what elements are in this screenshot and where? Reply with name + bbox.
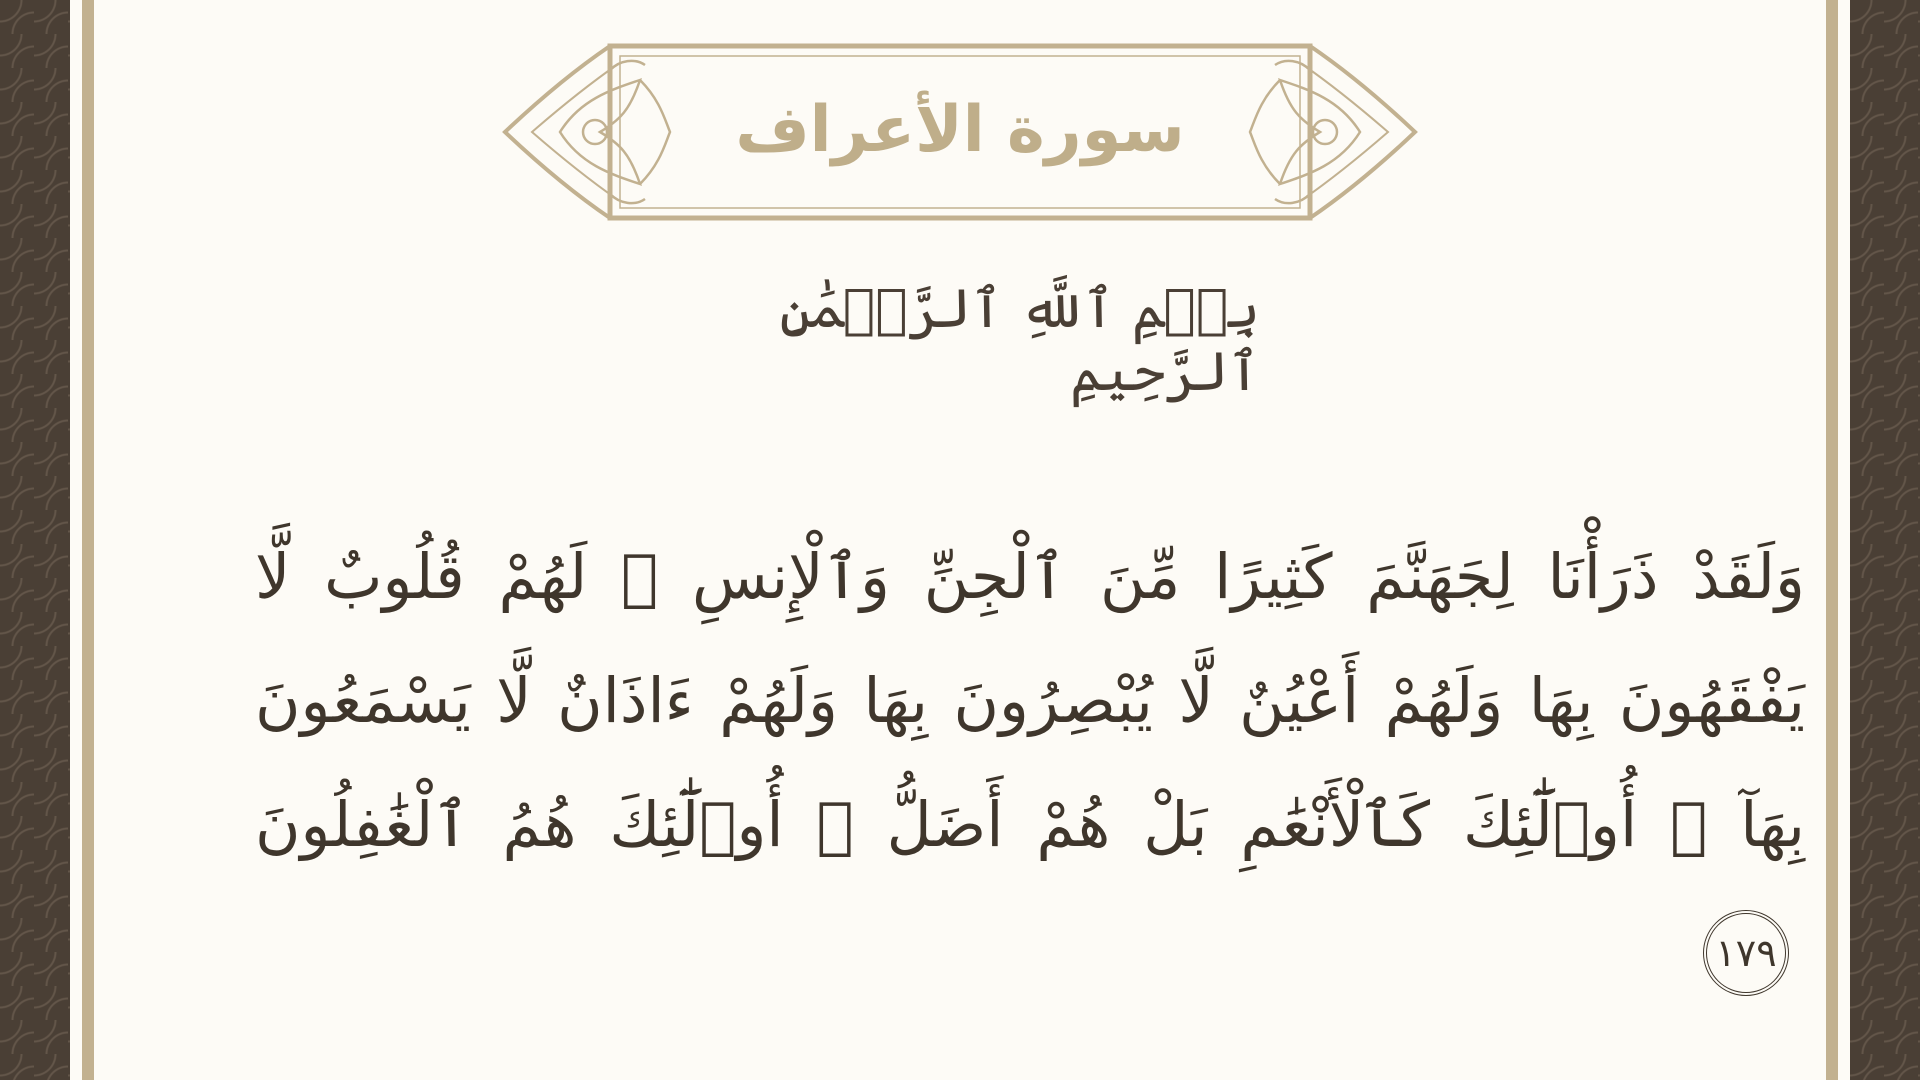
verse-text-block bbox=[255, 515, 1805, 1011]
surah-title: سورة الأعراف bbox=[735, 93, 1185, 167]
verse-text: وَلَقَدْ ذَرَأْنَا لِجَهَنَّمَ كَثِيرًا مِّنَ ٱلْجِنِّ وَٱلْإِنسِ ۖ لَهُمْ قُلُوبٌ لَّا يَفْقَهُونَ بِهَا وَلَهُمْ أَعْيُنٌ لَّا يُبْصِرُونَ بِهَا وَلَهُمْ ءَاذَانٌ لَّا يَسْمَعُونَ بِهَآ ۚ أُو۟لَٰٓئِكَ كَٱلْأَنْعَٰمِ بَلْ هُمْ أَضَلُّ ۚ أُو۟لَٰٓئِكَ هُمُ ٱلْغَٰفِلُونَ bbox=[255, 540, 1805, 861]
surah-header-cartouche bbox=[500, 40, 1420, 225]
basmala: بِسۡمِ ٱللَّهِ ٱلرَّحۡمَٰنِ ٱلرَّحِيمِ bbox=[779, 277, 1260, 403]
right-gold-rule bbox=[1826, 0, 1838, 1080]
right-ornamental-border bbox=[1850, 0, 1920, 1080]
left-gold-rule bbox=[82, 0, 94, 1080]
left-ornamental-border bbox=[0, 0, 70, 1080]
ayah-number-marker: ١٧٩ bbox=[1703, 910, 1789, 996]
